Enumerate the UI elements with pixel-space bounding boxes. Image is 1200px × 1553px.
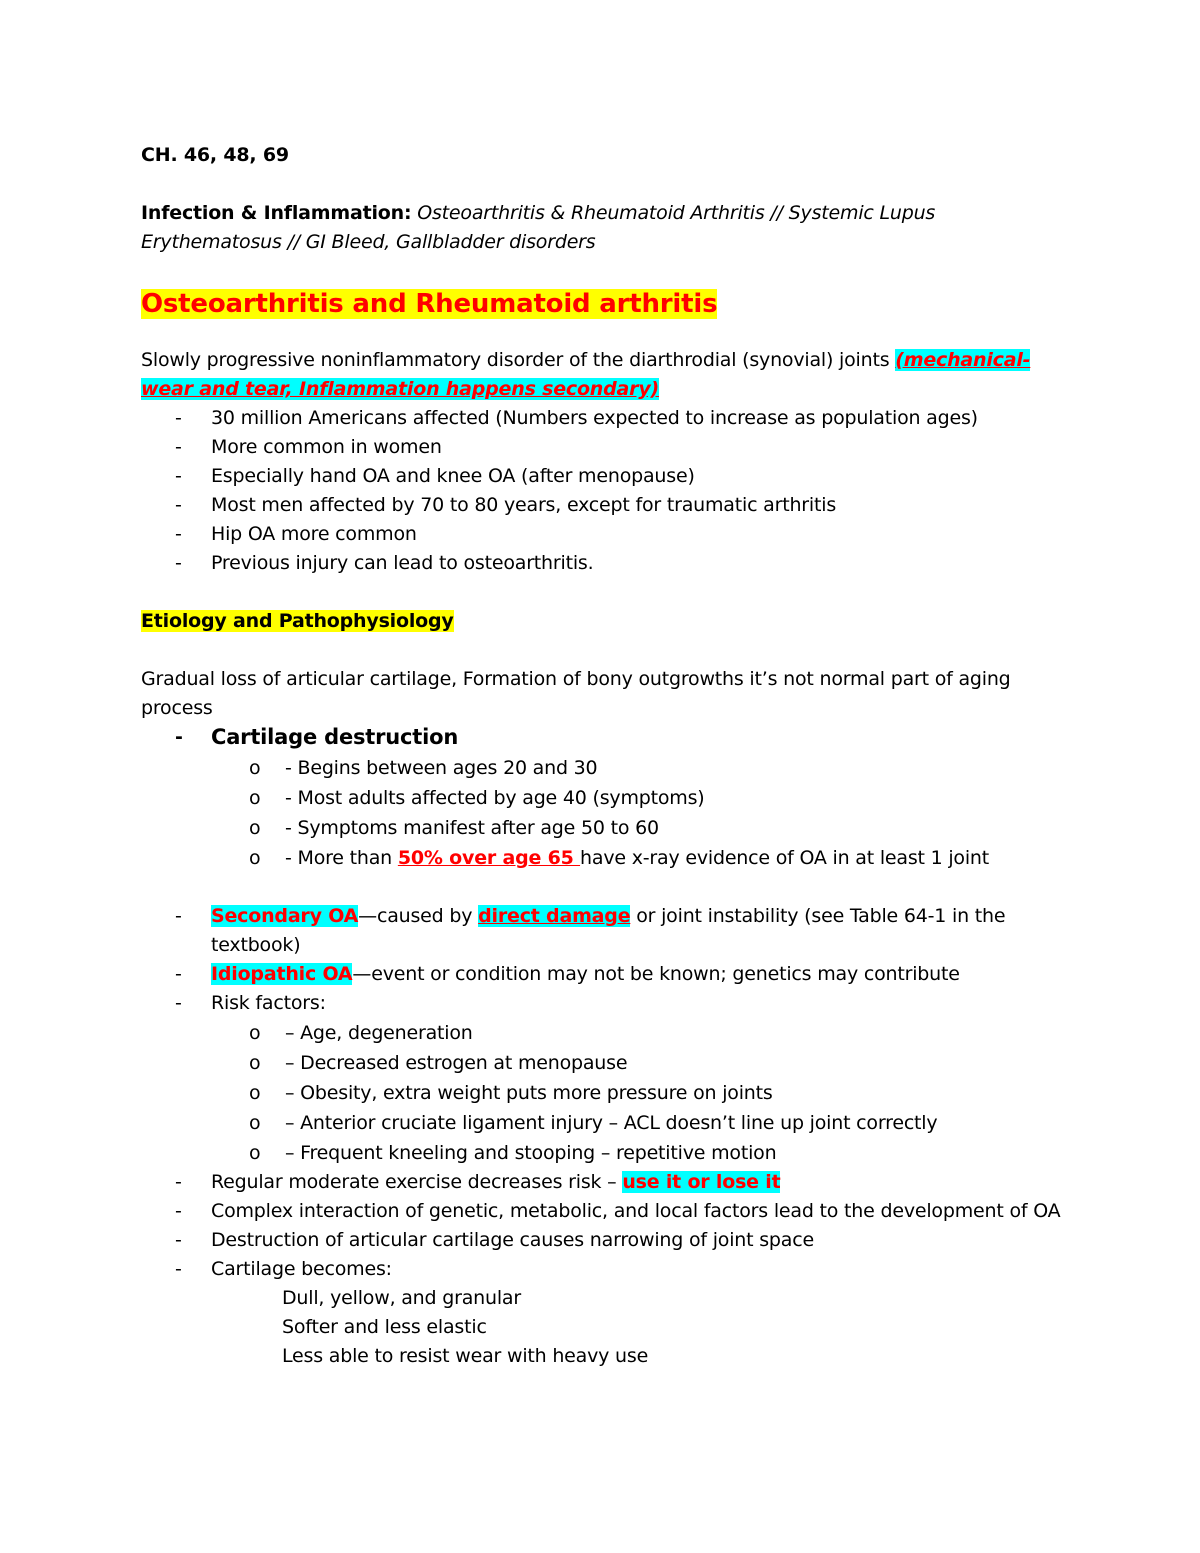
- oa-facts-list: [141, 404, 1061, 578]
- oa-intro-text: Slowly progressive noninflammatory disorder of the diarthrodial (synovial) joints: [141, 349, 896, 371]
- list-item: Dull, yellow, and granular: [282, 1287, 521, 1309]
- secondary-oa-label: Secondary OA: [211, 905, 359, 927]
- chapter-heading: CH. 46, 48, 69: [141, 144, 289, 166]
- topic-label: Infection & Inflammation:: [141, 202, 412, 224]
- list-item: - Hip OA more common: [141, 520, 1061, 549]
- list-item: o – Decreased estrogen at menopause: [211, 1048, 1061, 1078]
- etiology-title: Etiology and Pathophysiology: [141, 610, 454, 632]
- list-item: o - Most adults affected by age 40 (symptoms): [211, 783, 1061, 813]
- list-item: - Complex interaction of genetic, metabolic, and local factors lead to the development of OA: [141, 1197, 1061, 1226]
- list-item: Less able to resist wear with heavy use: [282, 1345, 649, 1367]
- list-item: - Destruction of articular cartilage causes narrowing of joint space: [141, 1226, 1061, 1255]
- list-item: - Especially hand OA and knee OA (after menopause): [141, 462, 1061, 491]
- list-item: o – Age, degeneration: [211, 1018, 1061, 1048]
- cartilage-becomes-sublist: [141, 1284, 1061, 1371]
- section-title-oa-ra: [141, 286, 1061, 322]
- exercise-item: - Regular moderate exercise decreases risk – use it or lose it: [141, 1168, 1061, 1197]
- list-item-xray: o - More than 50% over age 65 have x-ray evidence of OA in at least 1 joint: [211, 843, 1061, 873]
- list-item: - Cartilage becomes:: [141, 1255, 1061, 1284]
- oa-intro-highlight: (mechanical- wear and tear, Inflammation happens secondary): [141, 349, 1031, 400]
- list-item: - Most men affected by 70 to 80 years, except for traumatic arthritis: [141, 491, 1061, 520]
- section-title-text: Osteoarthritis and Rheumatoid arthritis: [141, 289, 718, 319]
- risk-factors-sublist: [141, 1018, 1061, 1168]
- etiology-heading: [141, 607, 1061, 636]
- risk-factors-item: - Risk factors:: [141, 989, 1061, 1018]
- xray-highlight: 50% over age 65: [397, 847, 581, 869]
- list-item: - Previous injury can lead to osteoarthritis.: [141, 549, 1061, 578]
- topic-line: [141, 199, 1061, 257]
- topic-text: Osteoarthritis & Rheumatoid Arthritis // Systemic Lupus Erythematosus // GI Bleed, Gallbladder disorders: [141, 202, 936, 253]
- use-it-highlight: use it or lose it: [622, 1171, 781, 1193]
- secondary-oa-item: - Secondary OA—caused by direct damage or joint instability (see Table 64-1 in the textbook): [141, 902, 1061, 960]
- oa-intro: [141, 346, 1061, 404]
- list-item: - 30 million Americans affected (Numbers expected to increase as population ages): [141, 404, 1061, 433]
- list-item: Softer and less elastic: [282, 1316, 487, 1338]
- idiopathic-oa-item: - Idiopathic OA—event or condition may not be known; genetics may contribute: [141, 960, 1061, 989]
- list-item: o – Anterior cruciate ligament injury – ACL doesn’t line up joint correctly: [211, 1108, 1061, 1138]
- list-item: o - Begins between ages 20 and 30: [211, 753, 1061, 783]
- oa-more-list: [141, 1168, 1061, 1284]
- document-page: [141, 141, 1061, 1371]
- cartilage-destruction-item: [141, 723, 1061, 753]
- direct-damage-highlight: direct damage: [478, 905, 631, 927]
- list-item: o – Obesity, extra weight puts more pressure on joints: [211, 1078, 1061, 1108]
- etiology-intro: Gradual loss of articular cartilage, Formation of bony outgrowths it’s not normal part of aging process: [141, 668, 1011, 719]
- oa-types-list: [141, 902, 1061, 1018]
- idiopathic-oa-label: Idiopathic OA: [211, 963, 353, 985]
- list-item: o – Frequent kneeling and stooping – repetitive motion: [211, 1138, 1061, 1168]
- etiology-list: [141, 723, 1061, 753]
- list-item: o - Symptoms manifest after age 50 to 60: [211, 813, 1061, 843]
- cartilage-destruction-sublist: [141, 753, 1061, 873]
- cartilage-destruction-heading: Cartilage destruction: [211, 725, 459, 749]
- list-item: - More common in women: [141, 433, 1061, 462]
